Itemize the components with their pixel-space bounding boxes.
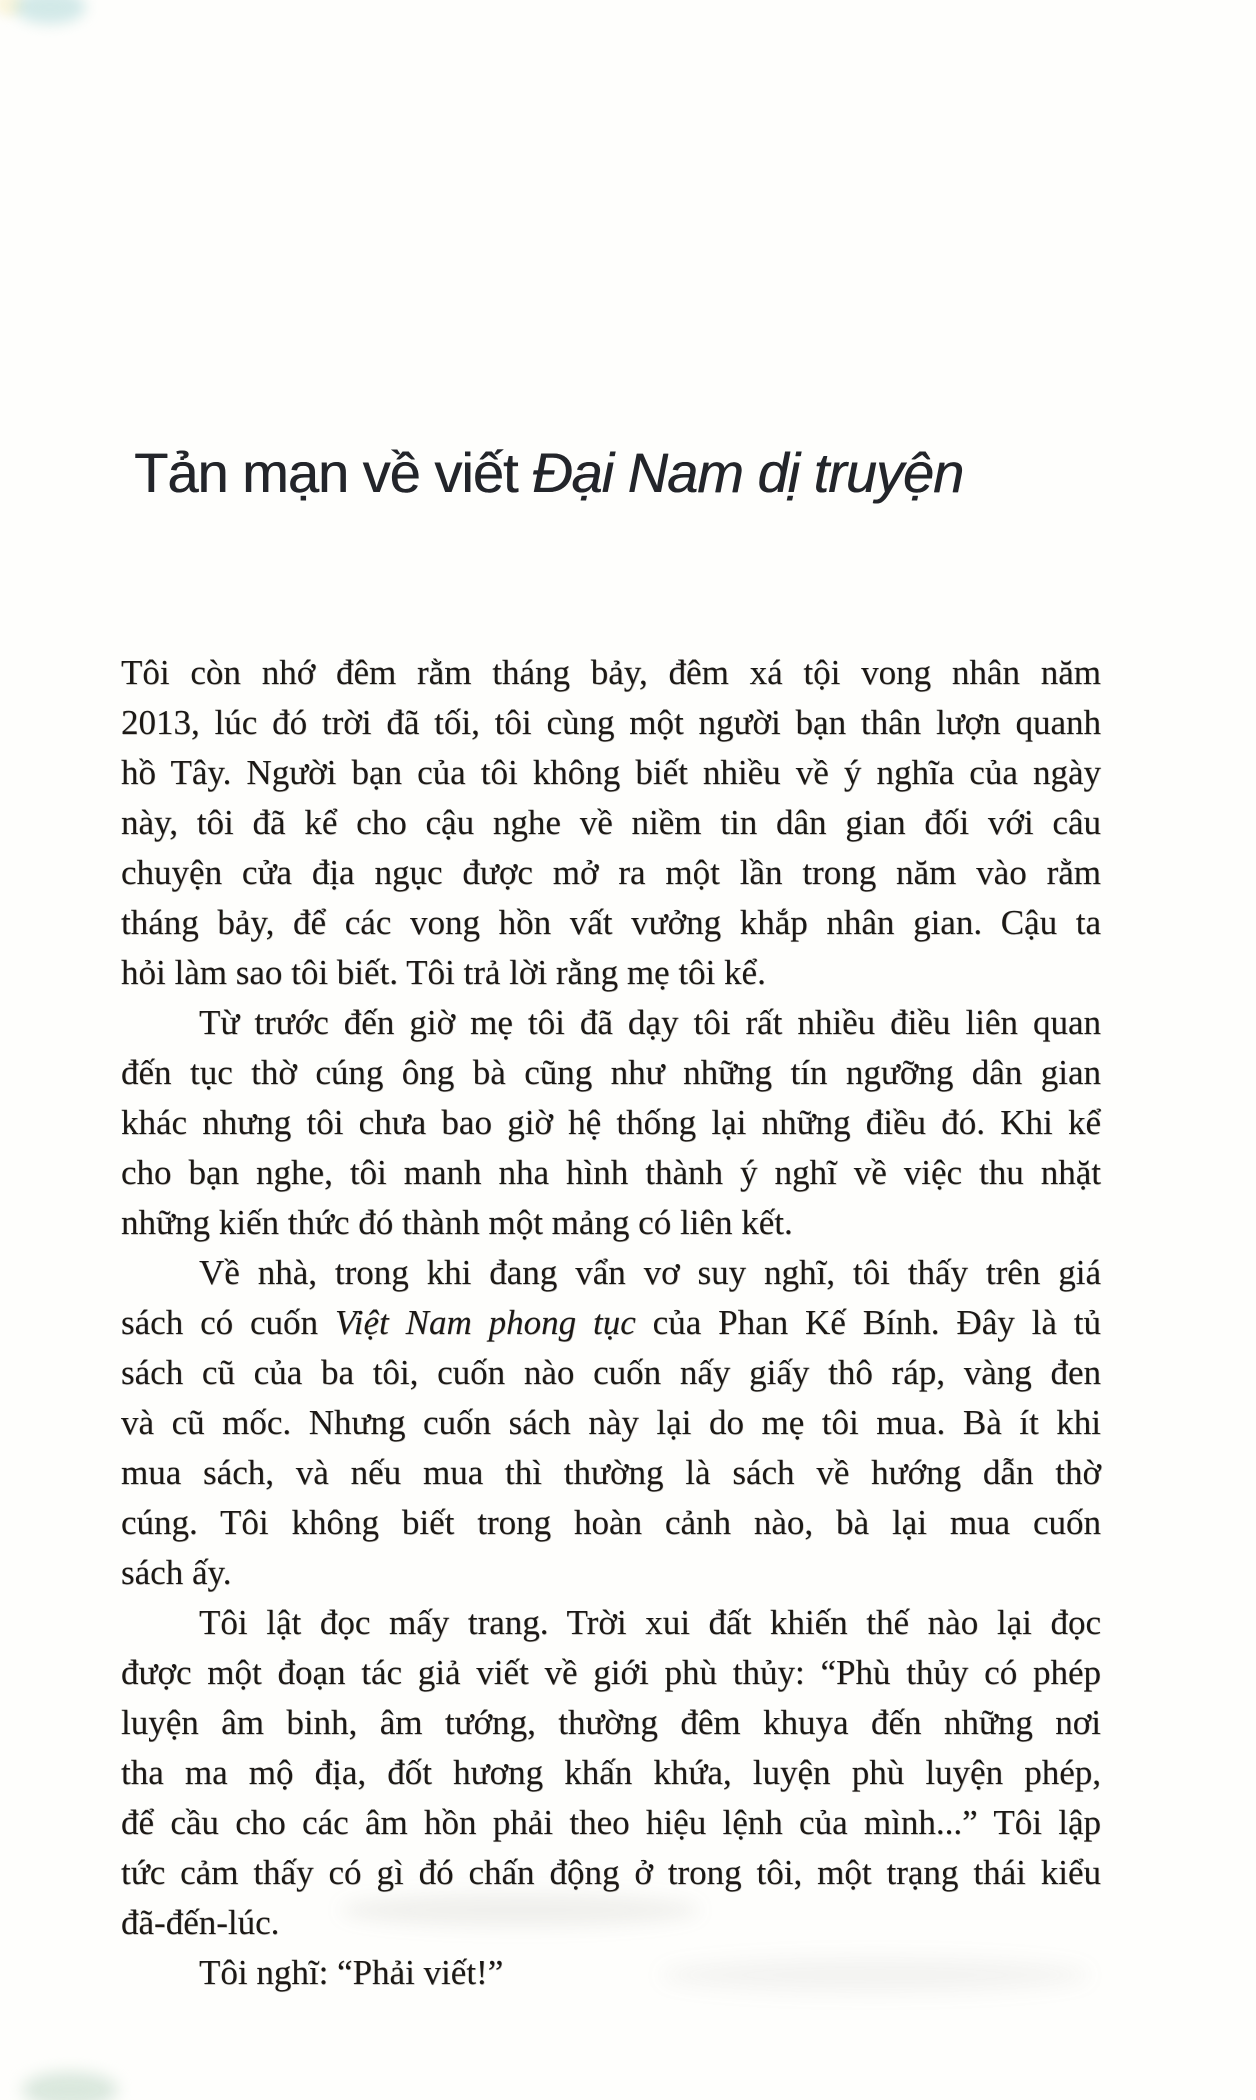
text-line <box>121 848 1101 898</box>
text-line <box>121 1748 1101 1798</box>
paragraph <box>121 998 1101 1248</box>
text-run: đã-đến-lúc. <box>121 1903 280 1942</box>
text-run: hồ Tây. Người bạn của tôi không biết nhiều về ý nghĩa của ngày <box>121 753 1101 792</box>
text-run: sách cũ của ba tôi, cuốn nào cuốn nấy giấy thô ráp, vàng đen <box>121 1353 1101 1392</box>
text-run: của Phan Kế Bính. Đây là tủ <box>635 1303 1101 1342</box>
text-run: cho bạn nghe, tôi manh nha hình thành ý nghĩ về việc thu nhặt <box>121 1153 1101 1192</box>
text-line <box>121 698 1101 748</box>
text-run: tức cảm thấy có gì đó chấn động ở trong tôi, một trạng thái kiểu <box>121 1853 1101 1892</box>
scan-smudge-top-left <box>14 0 86 24</box>
text-run: Tôi nghĩ: “Phải viết!” <box>199 1953 504 1992</box>
text-line <box>121 1448 1101 1498</box>
text-run: chuyện cửa địa ngục được mở ra một lần trong năm vào rằm <box>121 853 1101 892</box>
text-line <box>121 1048 1101 1098</box>
text-line <box>121 1148 1101 1198</box>
text-line <box>121 1098 1101 1148</box>
paragraph <box>121 1948 1101 1998</box>
text-line <box>121 1248 1101 1298</box>
text-line <box>121 948 1101 998</box>
text-run: này, tôi đã kể cho cậu nghe về niềm tin dân gian đối với câu <box>121 803 1101 842</box>
text-line <box>121 798 1101 848</box>
chapter-title-text: Tản mạn về viết <box>134 440 532 504</box>
text-run: 2013, lúc đó trời đã tối, tôi cùng một người bạn thân lượn quanh <box>121 703 1101 742</box>
text-run: luyện âm binh, âm tướng, thường đêm khuya đến những nơi <box>121 1703 1101 1742</box>
paragraph <box>121 648 1101 998</box>
text-run: mua sách, và nếu mua thì thường là sách về hướng dẫn thờ <box>121 1453 1101 1492</box>
paragraph <box>121 1248 1101 1598</box>
text-run: sách có cuốn <box>121 1303 335 1342</box>
text-run: đến tục thờ cúng ông bà cũng như những tín ngưỡng dân gian <box>121 1053 1101 1092</box>
text-line <box>121 1398 1101 1448</box>
text-line <box>121 998 1101 1048</box>
text-run: hỏi làm sao tôi biết. Tôi trả lời rằng mẹ tôi kể. <box>121 953 766 992</box>
scan-smudge-bottom-left <box>22 2072 118 2100</box>
text-line <box>121 1548 1101 1598</box>
text-line <box>121 1898 1101 1948</box>
text-run: Tôi còn nhớ đêm rằm tháng bảy, đêm xá tội vong nhân năm <box>121 653 1101 692</box>
text-run: và cũ mốc. Nhưng cuốn sách này lại do mẹ tôi mua. Bà ít khi <box>121 1403 1101 1442</box>
text-line <box>121 1348 1101 1398</box>
chapter-title-book-name: Đại Nam dị truyện <box>531 440 964 504</box>
text-run: Tôi lật đọc mấy trang. Trời xui đất khiến thế nào lại đọc <box>199 1603 1101 1642</box>
scan-smudge-top-corner <box>0 0 24 16</box>
text-line <box>121 1848 1101 1898</box>
text-line <box>121 1948 1101 1998</box>
text-line <box>121 1798 1101 1848</box>
text-line <box>121 648 1101 698</box>
text-line <box>121 1498 1101 1548</box>
text-run: những kiến thức đó thành một mảng có liên kết. <box>121 1203 793 1242</box>
text-run: sách ấy. <box>121 1553 232 1592</box>
text-run: để cầu cho các âm hồn phải theo hiệu lệnh của mình...” Tôi lập <box>121 1803 1101 1842</box>
text-line <box>121 898 1101 948</box>
text-run: khác nhưng tôi chưa bao giờ hệ thống lại những điều đó. Khi kể <box>121 1103 1101 1142</box>
text-line <box>121 1198 1101 1248</box>
text-run: cúng. Tôi không biết trong hoàn cảnh nào, bà lại mua cuốn <box>121 1503 1101 1542</box>
text-run: tha ma mộ địa, đốt hương khấn khứa, luyện phù luyện phép, <box>121 1753 1101 1792</box>
text-run: được một đoạn tác giả viết về giới phù thủy: “Phù thủy có phép <box>121 1653 1101 1692</box>
book-title-reference: Việt Nam phong tục <box>334 1303 636 1342</box>
text-run: Về nhà, trong khi đang vẩn vơ suy nghĩ, tôi thấy trên giá <box>199 1253 1101 1292</box>
text-line <box>121 1298 1101 1348</box>
text-line <box>121 1648 1101 1698</box>
text-line <box>121 1598 1101 1648</box>
text-run: tháng bảy, để các vong hồn vất vưởng khắp nhân gian. Cậu ta <box>121 903 1101 942</box>
chapter-title <box>134 438 1134 508</box>
body-text <box>121 648 1101 1998</box>
paragraph <box>121 1598 1101 1948</box>
text-run: Từ trước đến giờ mẹ tôi đã dạy tôi rất nhiều điều liên quan <box>199 1003 1101 1042</box>
text-line <box>121 1698 1101 1748</box>
text-line <box>121 748 1101 798</box>
